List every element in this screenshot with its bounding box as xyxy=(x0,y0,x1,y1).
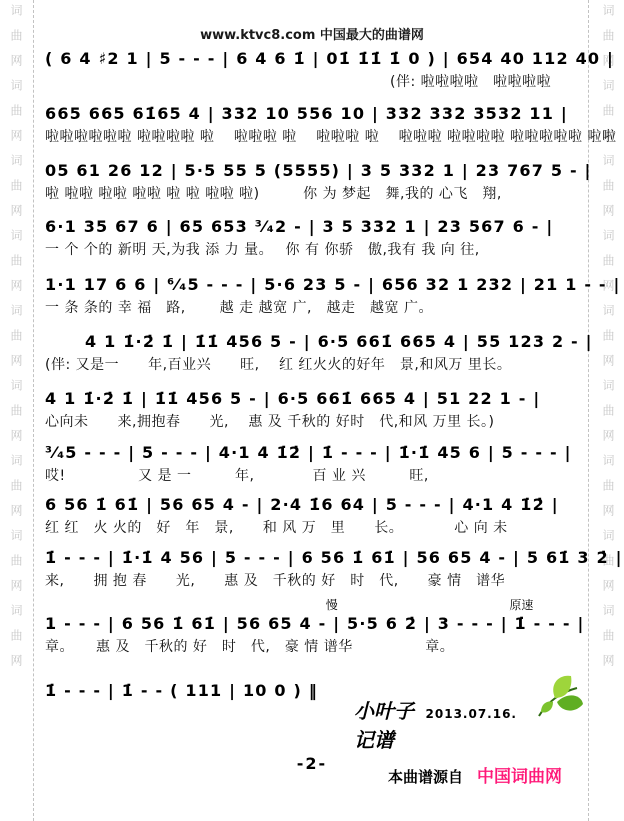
tempo-slow-label: 慢 xyxy=(325,598,338,612)
source-site-name: 中国词曲网 xyxy=(477,767,563,787)
notation-line: 1̇ - - - | 1̇ - - ( 111 | 10 0 ) ‖ xyxy=(45,681,318,700)
notation-line: 4 1 1̇·2̇ 1̇ | 1̇1̇ 456 5 - | 6·5 661̇ 665 4 | 51 22 1 - | xyxy=(45,389,541,408)
notation-line: 6 56 1̇ 61̇ | 56 65 4 - | 2·4 1̇6 64 | 5 - - - | 4·1 4 1̇2̇ | xyxy=(45,495,559,514)
notation-line: 665 665 61̇65 4 | 332 10 556 10 | 332 332 3532 11 | xyxy=(45,104,568,123)
music-system xyxy=(45,596,585,656)
lyrics-line: 啦 啦啦 啦啦 啦啦 啦 啦 啦啦 啦) 你 为 梦起 舞,我的 心飞 翔, xyxy=(45,186,502,202)
transcriber-name: 小叶子记谱 xyxy=(353,699,414,752)
page-number: -2- xyxy=(296,754,328,773)
lyrics-line: 哎! 又 是 一 年, 百 业 兴 旺, xyxy=(45,468,429,484)
tempo-row xyxy=(45,596,585,611)
music-system xyxy=(45,329,593,374)
music-system xyxy=(45,545,623,590)
lyrics-line: 心向未 来,拥抱春 光, 惠 及 千秋的 好时 代,和风 万里 长。) xyxy=(45,414,495,430)
notation-line: 05 61 26 12 | 5·5 55 5 (5555) | 3 5 332 1 | 23 767 5 - | xyxy=(45,161,592,180)
music-system xyxy=(45,272,621,317)
transcription-date: 2013.07.16. xyxy=(425,707,517,721)
left-margin-divider xyxy=(33,0,34,821)
notation-line: 1 - - - | 6 56 1̇ 61̇ | 56 65 4 - | 5·5 6 2̇ | 3 - - - | 1̇ - - - | xyxy=(45,614,585,633)
lyrics-line: (伴: 又是一 年,百业兴 旺, 红 红火火的好年 景,和风万 里长。 xyxy=(45,357,512,373)
notation-line: ( 6 4 ♯2 1 | 5 - - - | 6 4 6 1̇ | 01̇ 1̇1̇ 1̇ 0 ) | 654 40 112 40 | xyxy=(45,49,615,68)
leaf-icon xyxy=(527,672,585,722)
lyrics-line: (伴: 啦啦啦啦 啦啦啦啦 xyxy=(390,74,552,90)
notation-line: 4 1 1̇·2̇ 1̇ | 1̇1̇ 456 5 - | 6·5 661̇ 665 4 | 55 123 2 - | xyxy=(85,332,593,351)
transcriber-signature xyxy=(354,680,585,753)
lyrics-line: 章。 惠 及 千秋的 好 时 代, 豪 情 谱华 章。 xyxy=(45,639,455,655)
music-system xyxy=(45,214,585,259)
right-margin-divider xyxy=(588,0,589,821)
lyrics-line: 来, 拥 抱 春 光, 惠 及 千秋的 好 时 代, 豪 情 谱华 xyxy=(45,573,506,589)
music-system xyxy=(45,386,585,431)
music-system xyxy=(45,158,592,203)
source-prefix-text: 本曲谱源自 xyxy=(388,768,464,786)
left-watermark-column: 词曲网词曲网词曲网词曲网词曲网词曲网词曲网词曲网词曲网 xyxy=(9,4,23,679)
lyrics-line: 啦啦啦啦啦啦 啦啦啦啦 啦 啦啦啦 啦 啦啦啦 啦 啦啦啦 啦啦啦啦 啦啦啦啦啦 啦啦 xyxy=(45,129,617,145)
notation-line: 1·1 17 6 6 | ⁶⁄₄5 - - - | 5·6 23 5 - | 656 32 1 232 | 21 1 - - | xyxy=(45,275,621,294)
notation-line: ³⁄₄5 - - - | 5 - - - | 4·1 4 1̇2̇ | 1̇ - - - | 1̇·1̇ 45 6 | 5 - - - | xyxy=(45,443,572,462)
music-system xyxy=(45,101,617,146)
music-system-final xyxy=(45,678,585,753)
music-system xyxy=(45,492,585,537)
music-system xyxy=(45,440,585,485)
lyrics-line: 一 条 条的 幸 福 路, 越 走 越宽 广, 越走 越宽 广。 xyxy=(45,300,433,316)
notation-line: 6·1 35 67 6 | 65 653 ³⁄₄2 - | 3 5 332 1 | 23 567 6 - | xyxy=(45,217,554,236)
lyrics-line: 红 红 火 火的 好 年 景, 和 风 万 里 长。 心 向 未 xyxy=(45,520,508,536)
source-attribution xyxy=(388,762,562,787)
tempo-original-label: 原速 xyxy=(509,598,534,612)
music-system xyxy=(45,46,615,91)
right-watermark-column: 词曲网词曲网词曲网词曲网词曲网词曲网词曲网词曲网词曲网 xyxy=(601,4,615,679)
notation-line: 1̇ - - - | 1̇·1̇ 4 56 | 5 - - - | 6 56 1̇ 61̇ | 56 65 4 - | 5 61̇ 3 2̇ | xyxy=(45,548,623,567)
lyrics-line: 一 个 个的 新明 天,为我 添 力 量。 你 有 你骄 傲,我有 我 向 往, xyxy=(45,242,480,258)
site-header: www.ktvc8.com 中国最大的曲谱网 xyxy=(200,28,424,43)
